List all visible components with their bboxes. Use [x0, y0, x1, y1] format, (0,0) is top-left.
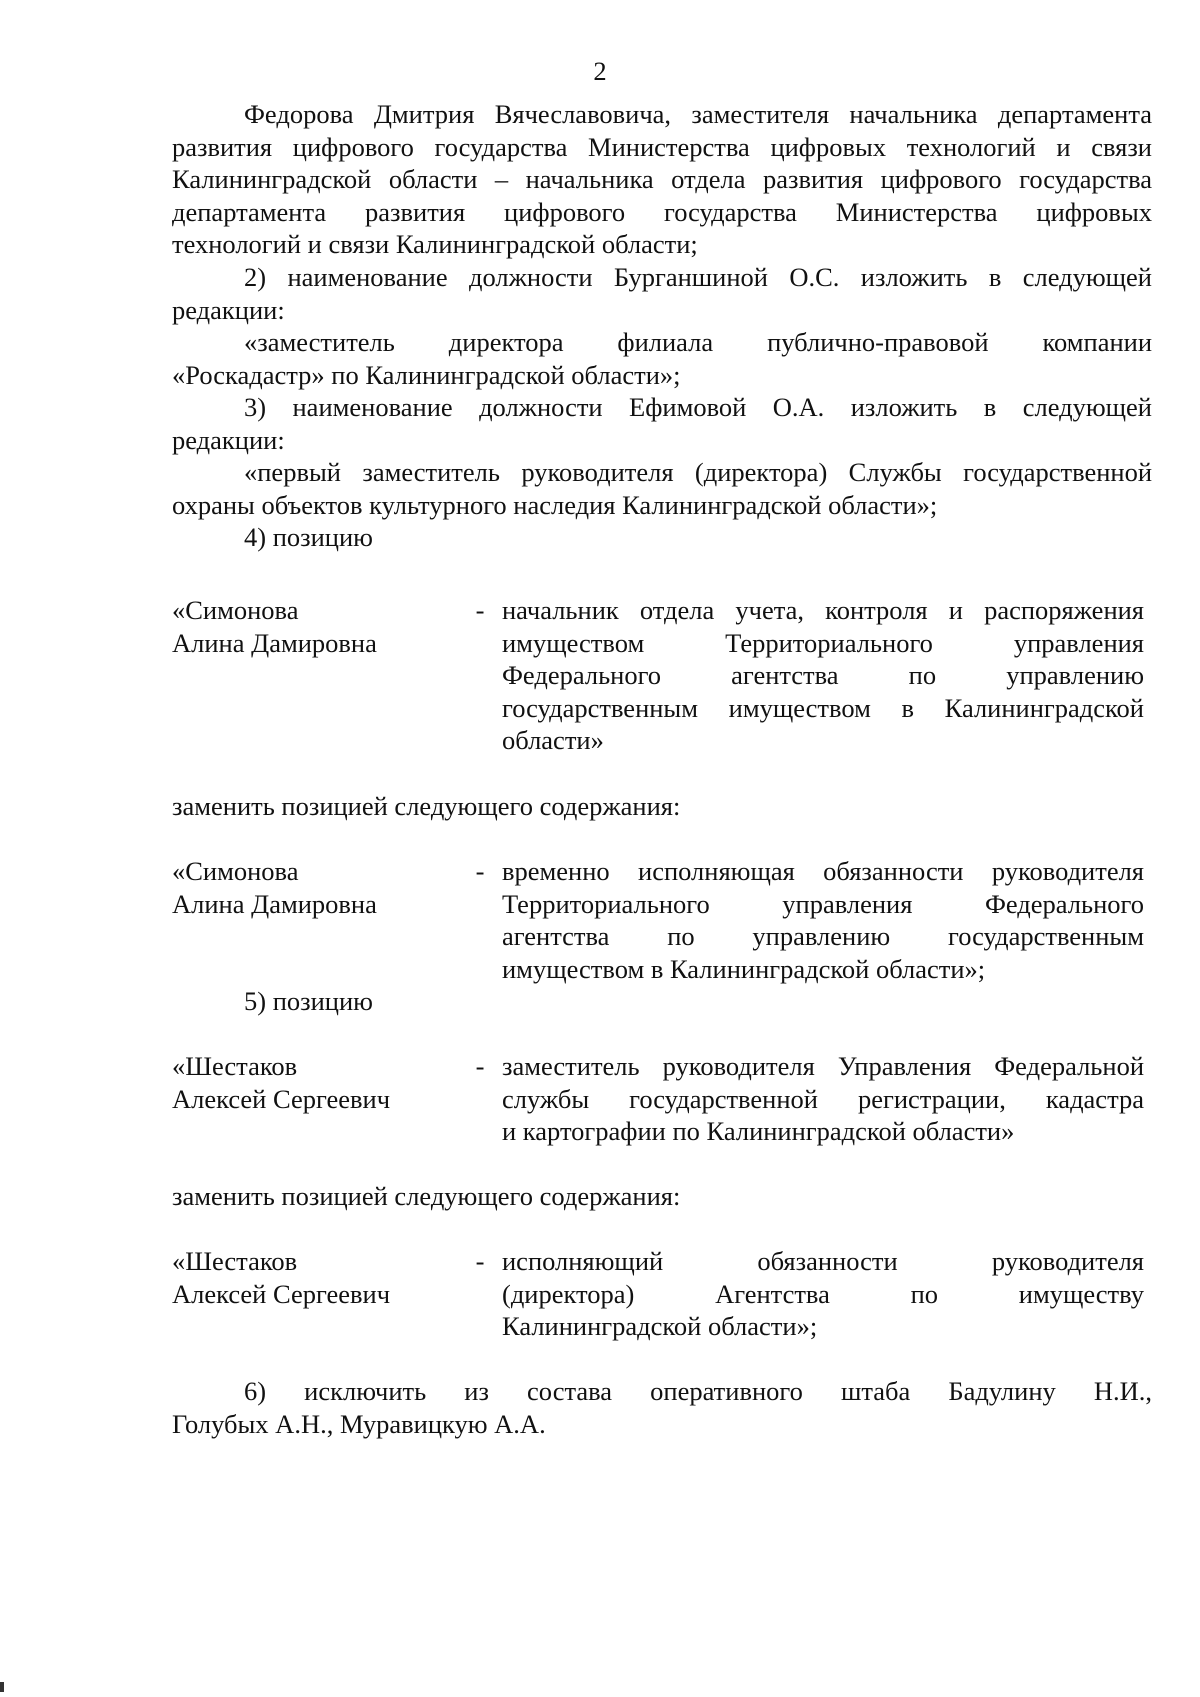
- position-3-name: [172, 1050, 442, 1115]
- text-line: редакции:: [172, 424, 285, 455]
- text-line: Федорова Дмитрия Вячеславовича, заместителя начальника департамента: [244, 99, 1152, 129]
- item-2: [172, 261, 1152, 326]
- text-line: «первый заместитель руководителя (директора) Службы государственной: [244, 457, 1152, 487]
- text-line: исполняющий обязанности руководителя: [502, 1246, 1144, 1276]
- text-line: «Роскадастр» по Калининградской области»;: [172, 359, 681, 390]
- position-1-description: [502, 594, 1144, 757]
- position-2-description: [502, 855, 1144, 985]
- text-line: Федерального агентства по управлению: [502, 660, 1144, 690]
- item-4-label: [172, 521, 1152, 554]
- item-3-quote: [172, 456, 1152, 521]
- text-line: (директора) Агентства по имуществу: [502, 1278, 1144, 1309]
- text-line: заменить позицией следующего содержания:: [172, 1181, 681, 1211]
- text-line: государственным имуществом в Калининградской: [502, 692, 1144, 723]
- text-line: 2) наименование должности Бурганшиной О.С. изложить в следующей: [244, 262, 1152, 292]
- position-4-name: [172, 1245, 442, 1310]
- text-line: агентства по управлению государственным: [502, 921, 1144, 951]
- text-line: временно исполняющая обязанности руководителя: [502, 856, 1144, 886]
- text-line: охраны объектов культурного наследия Калининградской области»;: [172, 489, 938, 520]
- replace-label-2: [172, 1180, 1152, 1213]
- text-line: области»: [502, 725, 604, 755]
- person-surname: «Шестаков: [172, 1051, 298, 1081]
- text-line: имуществом Территориального управления: [502, 627, 1144, 658]
- page-number: 2: [593, 56, 607, 86]
- text-line: Территориального управления Федерального: [502, 888, 1144, 919]
- item-5-label: [172, 985, 1152, 1018]
- person-given-names: Алина Дамировна: [172, 888, 377, 919]
- person-surname: «Шестаков: [172, 1246, 298, 1276]
- text-line: начальник отдела учета, контроля и распоряжения: [502, 595, 1144, 625]
- item-3: [172, 391, 1152, 456]
- text-line: заместитель руководителя Управления Федеральной: [502, 1051, 1144, 1081]
- person-given-names: Алексей Сергеевич: [172, 1083, 391, 1114]
- text-line: департамента развития цифрового государства Министерства цифровых: [172, 196, 1152, 227]
- item-2-quote: [172, 326, 1152, 391]
- text-line: развития цифрового государства Министерства цифровых технологий и связи: [172, 131, 1152, 162]
- text-line: 4) позицию: [244, 522, 373, 552]
- position-3-dash: -: [475, 1051, 485, 1081]
- item-6: [172, 1375, 1152, 1440]
- person-given-names: Алина Дамировна: [172, 627, 377, 658]
- position-2-dash: -: [475, 856, 485, 886]
- text-line: службы государственной регистрации, кадастра: [502, 1083, 1144, 1114]
- paragraph-fedorov: [172, 98, 1152, 261]
- replace-label-1: [172, 790, 1152, 823]
- text-line: редакции:: [172, 294, 285, 325]
- text-line: Калининградской области»;: [502, 1311, 818, 1341]
- scan-artifact-mark: [0, 1682, 4, 1692]
- text-line: 5) позицию: [244, 986, 373, 1016]
- position-4-dash: -: [475, 1246, 485, 1276]
- text-line: и картографии по Калининградской области»: [502, 1116, 1015, 1146]
- text-line: Голубых А.Н., Муравицкую А.А.: [172, 1408, 546, 1439]
- text-line: «заместитель директора филиала публично-правовой компании: [244, 327, 1152, 357]
- person-given-names: Алексей Сергеевич: [172, 1278, 391, 1309]
- text-line: заменить позицией следующего содержания:: [172, 791, 681, 821]
- position-1-name: [172, 594, 442, 659]
- text-line: Калининградской области – начальника отдела развития цифрового государства: [172, 164, 1152, 194]
- text-line: имуществом в Калининградской области»;: [502, 953, 986, 984]
- person-surname: «Симонова: [172, 595, 299, 625]
- text-line: 3) наименование должности Ефимовой О.А. изложить в следующей: [244, 392, 1152, 422]
- text-line: технологий и связи Калининградской области;: [172, 229, 698, 259]
- position-4-description: [502, 1245, 1144, 1343]
- person-surname: «Симонова: [172, 856, 299, 886]
- position-3-description: [502, 1050, 1144, 1148]
- text-line: 6) исключить из состава оперативного штаба Бадулину Н.И.,: [244, 1376, 1152, 1406]
- position-1-dash: -: [475, 595, 485, 625]
- position-2-name: [172, 855, 442, 920]
